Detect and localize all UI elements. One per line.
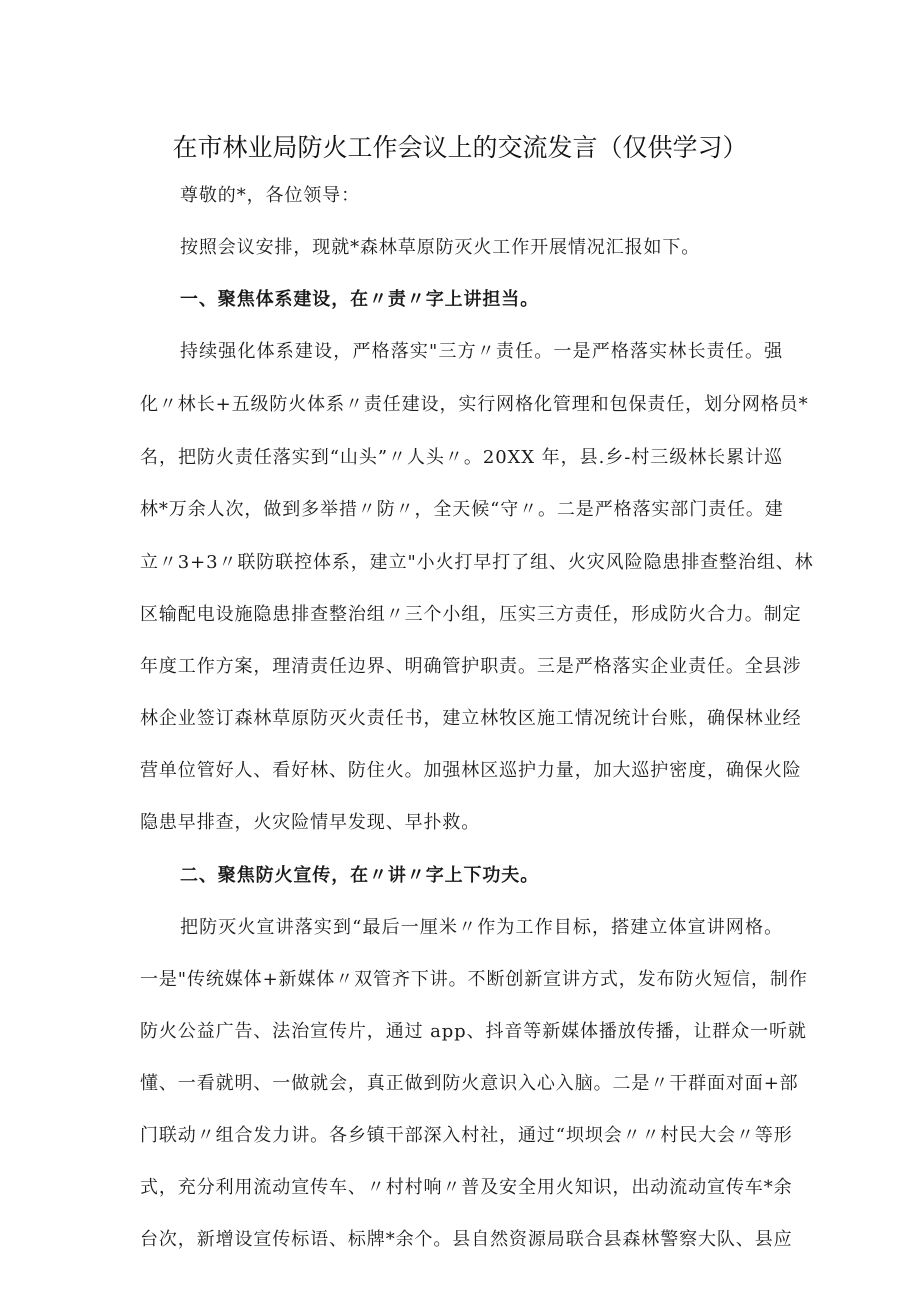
paragraph-line: 懂、一看就明、一做就会，真正做到防火意识入心入脑。二是〃干群面对面+部	[140, 1073, 799, 1094]
paragraph-line: 隐患早排查，火灾险情早发现、早扑救。	[140, 812, 481, 833]
document-title: 在市林业局防火工作会议上的交流发言（仅供学习）	[172, 133, 748, 162]
paragraph-line: 立〃3+3〃联防联控体系，建立"小火打早打了组、火灾风险隐患排查整治组、林	[140, 552, 814, 573]
section-heading-1: 一、聚焦体系建设，在〃责〃字上讲担当。	[180, 289, 540, 310]
paragraph-line: 式，充分利用流动宣传车、〃村村响〃普及安全用火知识，出动流动宣传车*余	[140, 1177, 793, 1198]
paragraph-line: 营单位管好人、看好林、防住火。加强林区巡护力量，加大巡护密度，确保火险	[140, 760, 802, 781]
paragraph-line: 名，把防火责任落实到“山头”〃人头〃。20XX 年，县.乡-村三级林长累计巡	[140, 447, 783, 468]
paragraph-line: 林*万余人次，做到多举措〃防〃，全天候“守〃。二是严格落实部门责任。建	[140, 499, 784, 520]
paragraph-line: 持续强化体系建设，严格落实"三方〃责任。一是严格落实林长责任。强	[180, 341, 783, 362]
paragraph-line: 把防灭火宣讲落实到“最后一厘米〃作为工作目标，搭建立体宣讲网格。	[180, 917, 783, 938]
paragraph-line: 林企业签订森林草原防灭火责任书，建立林牧区施工情况统计台账，确保林业经	[140, 708, 802, 729]
paragraph-line: 年度工作方案，理清责任边界、明确管护职责。三是严格落实企业责任。全县涉	[140, 656, 802, 677]
paragraph-line: 台次，新增设宣传标语、标牌*余个。县自然资源局联合县森林警察大队、县应	[140, 1229, 793, 1250]
section-heading-2: 二、聚焦防火宣传，在〃讲〃字上下功夫。	[180, 865, 540, 886]
salutation: 尊敬的*，各位领导：	[180, 185, 360, 206]
intro-paragraph: 按照会议安排，现就*森林草原防灭火工作开展情况汇报如下。	[180, 237, 701, 258]
paragraph-line: 区输配电设施隐患排查整治组〃三个小组，压实三方责任，形成防火合力。制定	[140, 604, 802, 625]
paragraph-line: 防火公益广告、法治宣传片，通过 app、抖音等新媒体播放传播，让群众一听就	[140, 1021, 807, 1042]
paragraph-line: 门联动〃组合发力讲。各乡镇干部深入村社，通过“坝坝会〃〃村民大会〃等形	[140, 1125, 793, 1146]
paragraph-line: 一是"传统媒体+新媒体〃双管齐下讲。不断创新宣讲方式，发布防火短信，制作	[140, 969, 808, 990]
paragraph-line: 化〃林长+五级防火体系〃责任建设，实行网格化管理和包保责任，划分网格员*	[140, 394, 809, 415]
